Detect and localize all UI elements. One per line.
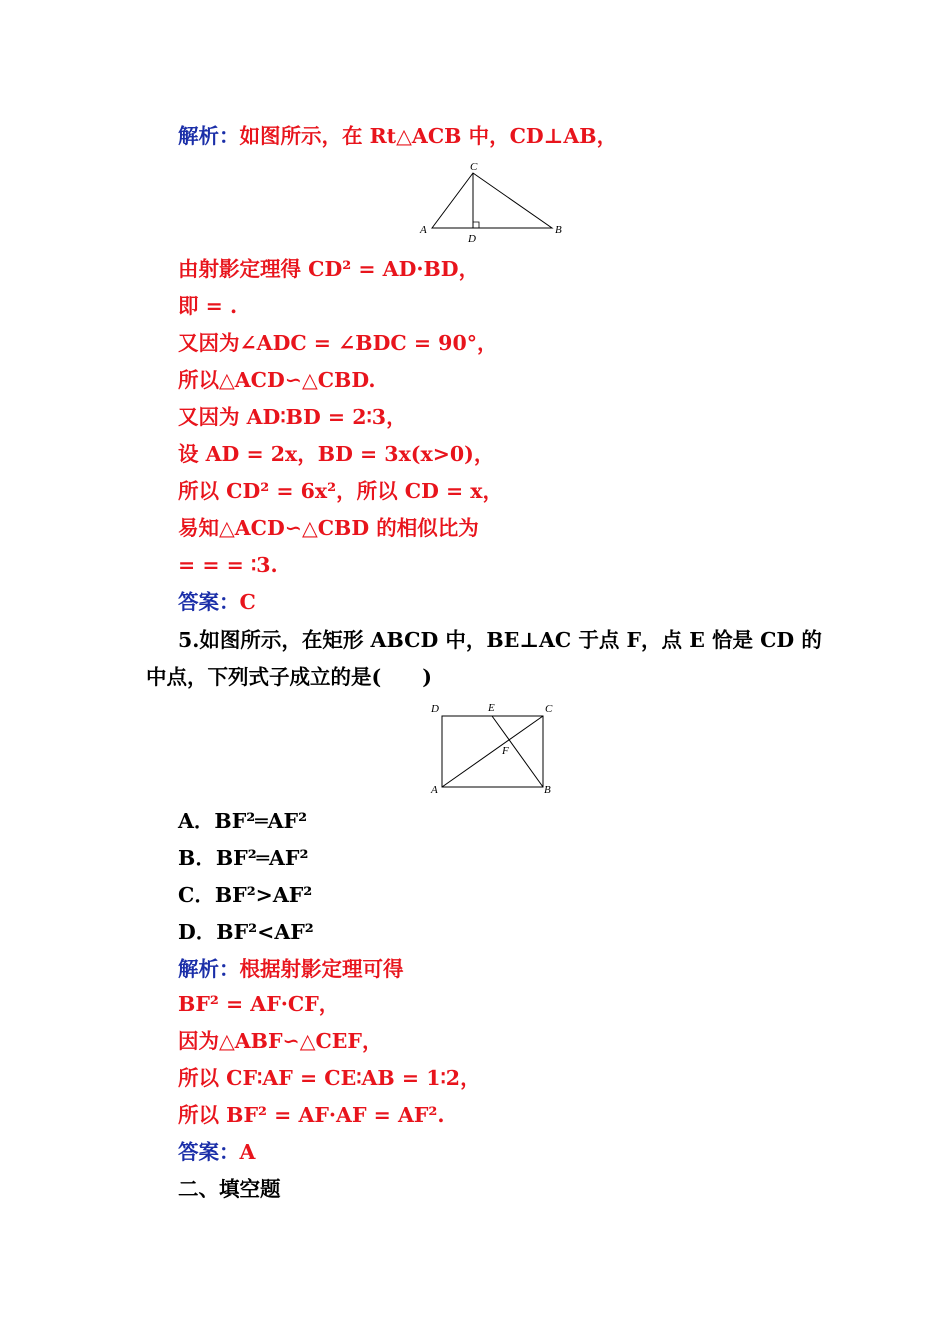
analysis-label: 解析： [178,124,240,148]
analysis-5-line-5: 所以 BF² = AF·AF = AF². [178,1103,445,1127]
question-5-stem-cont: 中点，下列式子成立的是( ) [146,665,432,689]
fig2-label-b: B [544,784,551,796]
analysis-line-5: 所以△ACD∽△CBD. [178,368,376,392]
fig2-label-d: D [431,703,439,715]
fig1-label-d: D [468,233,476,244]
section-title: 二、填空题 [178,1177,281,1201]
answer-line-q4 [178,588,256,616]
rectangle-figure [425,700,560,798]
option-d: D．BF²<AF² [178,920,314,944]
analysis-line-2: 由射影定理得 CD² = AD·BD， [178,257,480,281]
fig1-label-b: B [555,224,562,236]
answer-label: 答案： [178,590,240,614]
fig2-label-f: F [502,745,509,757]
question-5-stem: 5.如图所示，在矩形 ABCD 中，BE⊥AC 于点 F，点 E 恰是 CD 的 [178,628,822,652]
analysis-line-8: 所以 CD² = 6x²，所以 CD = x， [178,479,504,503]
fig1-label-a: A [420,224,427,236]
analysis-line-1 [178,122,617,150]
analysis-line-3: 即 = . [178,294,238,318]
analysis-line-6: 又因为 AD∶BD = 2∶3， [178,405,407,429]
fig1-label-c: C [470,161,478,173]
analysis-text: 如图所示，在 Rt△ACB 中，CD⊥AB， [239,124,618,148]
analysis-line-4: 又因为∠ADC = ∠BDC = 90°， [178,331,498,355]
option-b: B．BF²═AF² [178,846,309,870]
analysis-5-text: 根据射影定理可得 [239,957,404,981]
analysis-line-9: 易知△ACD∽△CBD 的相似比为 [178,516,479,540]
analysis-5-label: 解析： [178,957,240,981]
triangle-figure [412,158,572,244]
option-a: A．BF²═AF² [178,809,308,833]
fig2-label-e: E [488,702,495,714]
answer-5-label: 答案： [178,1140,240,1164]
fig2-label-a: A [431,784,438,796]
analysis-5-line-3: 因为△ABF∽△CEF， [178,1029,383,1053]
analysis-5-line-1 [178,955,404,983]
analysis-line-7: 设 AD = 2x，BD = 3x(x>0)， [178,442,495,466]
answer-line-q5 [178,1138,255,1166]
answer-5-value: A [239,1140,256,1164]
analysis-5-line-2: BF² = AF·CF， [178,992,340,1016]
analysis-line-10: = = = ∶3. [178,553,278,577]
answer-value: C [239,590,256,614]
analysis-5-line-4: 所以 CF∶AF = CE∶AB = 1∶2， [178,1066,481,1090]
fig2-label-c: C [545,703,553,715]
option-c: C．BF²>AF² [178,883,313,907]
